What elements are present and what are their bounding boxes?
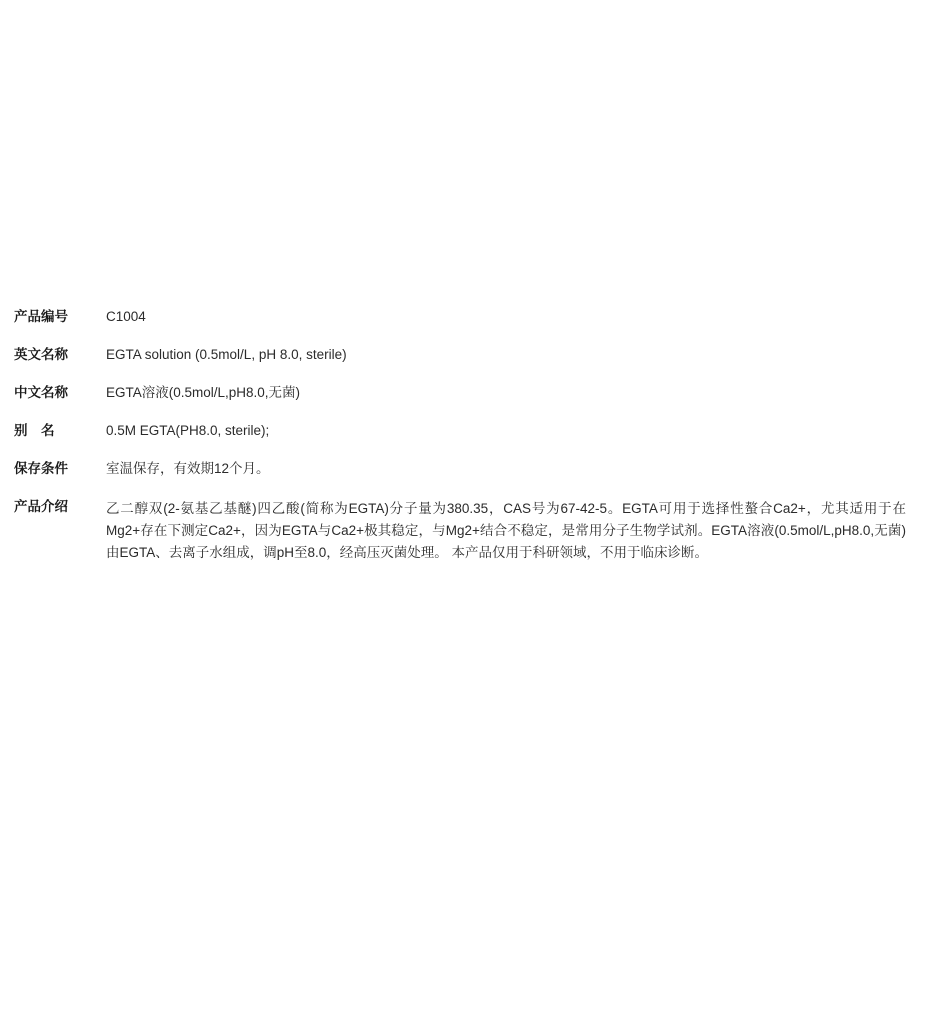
product-spec-body (14, 308, 920, 564)
spec-value-introduction (106, 498, 920, 564)
product-spec-table (14, 308, 920, 564)
spec-value-english-name: EGTA solution (0.5mol/L, pH 8.0, sterile) (106, 347, 347, 362)
spec-label-storage: 保存条件 (14, 461, 68, 476)
table-row (14, 498, 920, 564)
table-row (14, 422, 920, 460)
spec-value-product-code: C1004 (106, 309, 146, 324)
spec-label-english-name: 英文名称 (14, 347, 68, 362)
spec-label-chinese-name: 中文名称 (14, 385, 68, 400)
spec-label-product-code: 产品编号 (14, 309, 68, 324)
product-introduction-text: 乙二醇双(2-氨基乙基醚)四乙酸(简称为EGTA)分子量为380.35，CAS号为67-42-5。EGTA可用于选择性螯合Ca2+，尤其适用于在Mg2+存在下测定Ca2+，因为EGTA与Ca2+极其稳定，与Mg2+结合不稳定，是常用分子生物学试剂。EGTA溶液(0.5mol/L,pH8.0,无菌)由EGTA、去离子水组成，调pH至8.0，经高压灭菌处理。 本产品仅用于科研领域，不用于临床诊断。 (106, 501, 906, 560)
table-row (14, 384, 920, 422)
spec-value-storage: 室温保存，有效期12个月。 (106, 461, 270, 476)
table-row (14, 460, 920, 498)
spec-label-alias: 别 名 (14, 423, 55, 438)
spec-value-alias: 0.5M EGTA(PH8.0, sterile); (106, 423, 270, 438)
spec-value-chinese-name: EGTA溶液(0.5mol/L,pH8.0,无菌) (106, 385, 301, 400)
table-row (14, 346, 920, 384)
table-row (14, 308, 920, 346)
spec-label-introduction: 产品介绍 (14, 499, 68, 514)
